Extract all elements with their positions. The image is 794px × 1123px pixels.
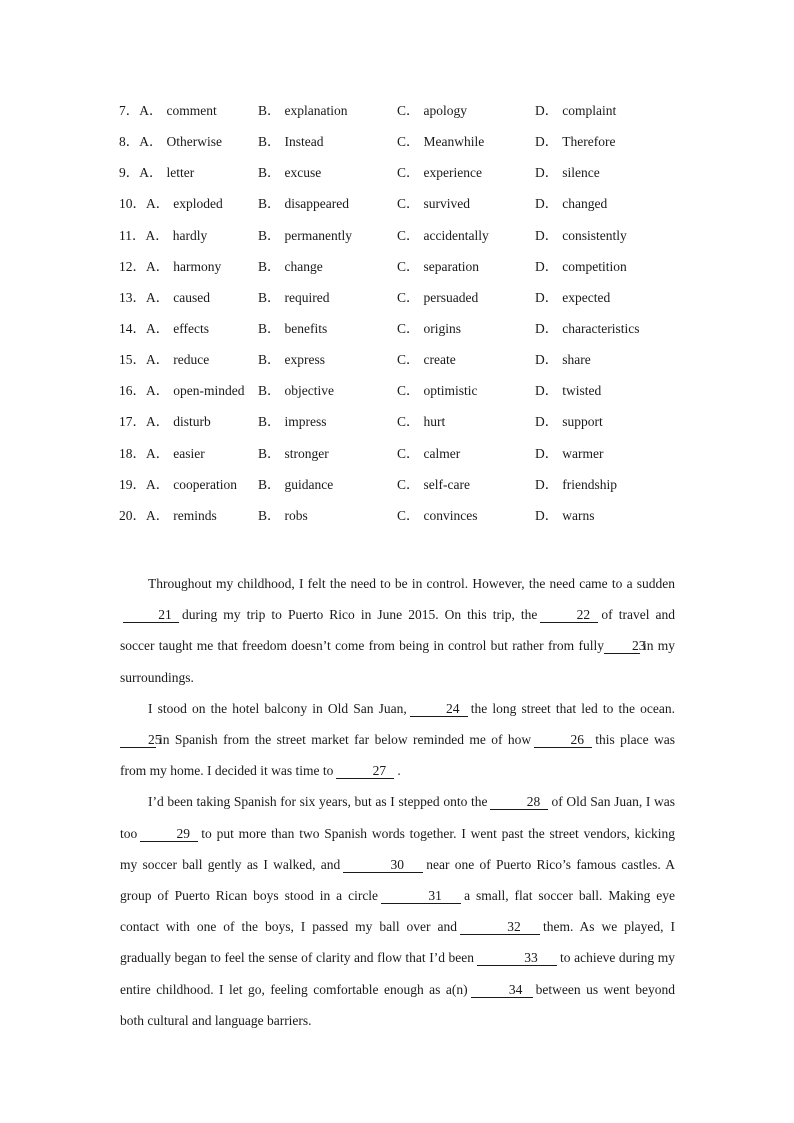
option-word: consistently bbox=[562, 227, 627, 243]
question-row bbox=[119, 101, 679, 132]
option-letter: C． bbox=[397, 103, 420, 118]
question-number: 19． bbox=[119, 476, 146, 492]
option-word: silence bbox=[562, 165, 600, 181]
option-letter: A． bbox=[145, 227, 169, 243]
option-letter: A． bbox=[146, 196, 170, 212]
option-c bbox=[397, 444, 460, 464]
option-b bbox=[258, 412, 327, 432]
passage-text: during my trip to Puerto Rico in June 2015. On this trip, the bbox=[182, 607, 538, 623]
option-word: reduce bbox=[173, 352, 210, 368]
question-number: 13． bbox=[119, 289, 146, 305]
option-c bbox=[397, 506, 478, 526]
option-b bbox=[258, 288, 330, 308]
option-word: complaint bbox=[562, 103, 617, 118]
blank-32: 32 bbox=[460, 919, 540, 935]
option-letter: A． bbox=[146, 289, 170, 305]
option-letter: A． bbox=[146, 445, 170, 461]
option-c bbox=[397, 381, 478, 401]
option-word: hurt bbox=[423, 414, 446, 430]
blank-29: 29 bbox=[140, 826, 198, 842]
option-word: guidance bbox=[284, 476, 334, 492]
option-word: experience bbox=[423, 165, 482, 181]
option-letter: D． bbox=[535, 258, 559, 274]
option-letter: D． bbox=[535, 507, 559, 523]
question-number: 7． bbox=[119, 103, 140, 118]
option-word: hardly bbox=[172, 227, 208, 243]
option-letter: B． bbox=[258, 445, 281, 461]
option-letter: B． bbox=[258, 414, 281, 430]
option-letter: A． bbox=[146, 352, 170, 368]
option-c bbox=[397, 288, 478, 308]
option-letter: D． bbox=[535, 289, 559, 305]
option-letter: A． bbox=[139, 134, 163, 150]
option-letter: C． bbox=[397, 414, 420, 430]
option-word: Instead bbox=[284, 134, 324, 150]
option-d bbox=[535, 506, 595, 526]
question-number: 9． bbox=[119, 165, 140, 181]
option-word: support bbox=[562, 414, 603, 430]
question-number: 18． bbox=[119, 445, 146, 461]
option-d bbox=[535, 381, 601, 401]
option-letter: C． bbox=[397, 258, 420, 274]
option-word: stronger bbox=[284, 445, 329, 461]
question-row bbox=[119, 288, 679, 319]
option-a bbox=[119, 475, 237, 495]
option-a bbox=[119, 319, 209, 339]
option-c bbox=[397, 163, 482, 183]
option-d bbox=[535, 444, 603, 464]
option-word: excuse bbox=[284, 165, 322, 181]
passage-text: to achieve during my entire childhood. I let go, feeling comfortable enough as a(n) bbox=[120, 950, 675, 997]
option-letter: B． bbox=[258, 476, 281, 492]
option-letter: C． bbox=[397, 165, 420, 181]
option-word: accidentally bbox=[423, 227, 489, 243]
option-a bbox=[119, 194, 223, 214]
option-b bbox=[258, 319, 327, 339]
blank-28: 28 bbox=[490, 794, 548, 810]
option-letter: B． bbox=[258, 196, 281, 212]
option-word: harmony bbox=[173, 258, 222, 274]
option-letter: C． bbox=[397, 383, 420, 399]
passage-text: Throughout my childhood, I felt the need to be in control. However, the need came to a sudden bbox=[148, 576, 675, 591]
option-c bbox=[397, 319, 461, 339]
option-letter: D． bbox=[535, 227, 559, 243]
option-word: express bbox=[284, 352, 326, 368]
option-a bbox=[119, 506, 217, 526]
option-word: comment bbox=[166, 103, 217, 118]
passage-text: a small, flat soccer ball. Making eye contact with one of the boys, I passed my ball over and bbox=[120, 888, 676, 935]
option-a bbox=[119, 101, 217, 121]
option-a bbox=[119, 412, 211, 432]
option-letter: B． bbox=[258, 352, 281, 368]
option-word: objective bbox=[284, 383, 334, 399]
question-row bbox=[119, 226, 679, 257]
option-letter: B． bbox=[258, 383, 281, 399]
question-row bbox=[119, 319, 679, 350]
option-b bbox=[258, 350, 325, 370]
question-row bbox=[119, 506, 679, 537]
option-letter: C． bbox=[397, 476, 420, 492]
option-c bbox=[397, 226, 489, 246]
option-a bbox=[119, 381, 244, 401]
option-word: expected bbox=[562, 289, 611, 305]
option-word: letter bbox=[166, 165, 195, 181]
passage-text: I’d been taking Spanish for six years, but as I stepped onto the bbox=[148, 794, 488, 810]
option-word: self-care bbox=[423, 476, 470, 492]
option-letter: A． bbox=[139, 165, 163, 181]
option-word: persuaded bbox=[423, 289, 479, 305]
option-b bbox=[258, 163, 321, 183]
option-letter: C． bbox=[397, 507, 420, 523]
question-row bbox=[119, 257, 679, 288]
question-number: 8． bbox=[119, 134, 140, 150]
option-word: cooperation bbox=[173, 476, 237, 492]
question-row bbox=[119, 163, 679, 194]
option-c bbox=[397, 132, 484, 152]
option-b bbox=[258, 226, 352, 246]
question-row bbox=[119, 381, 679, 412]
option-word: Otherwise bbox=[166, 134, 222, 150]
question-number: 12． bbox=[119, 258, 146, 274]
question-row bbox=[119, 475, 679, 506]
question-row bbox=[119, 412, 679, 443]
option-letter: C． bbox=[397, 445, 420, 461]
option-letter: A． bbox=[139, 103, 163, 118]
option-letter: D． bbox=[535, 165, 559, 181]
option-word: optimistic bbox=[423, 383, 478, 399]
option-word: warmer bbox=[562, 445, 604, 461]
option-a bbox=[119, 132, 222, 152]
option-letter: D． bbox=[535, 352, 559, 368]
question-number: 17． bbox=[119, 414, 146, 430]
passage-text: of travel and soccer taught me that freedom doesn’t come from being in control but rather from fully bbox=[120, 607, 676, 654]
option-word: apology bbox=[423, 103, 468, 118]
option-word: easier bbox=[173, 445, 205, 461]
question-number: 11． bbox=[119, 227, 146, 243]
option-letter: B． bbox=[258, 227, 281, 243]
option-word: origins bbox=[423, 320, 462, 336]
option-d bbox=[535, 163, 600, 183]
option-d bbox=[535, 226, 627, 246]
option-letter: B． bbox=[258, 134, 281, 150]
option-word: disturb bbox=[173, 414, 211, 430]
question-row bbox=[119, 350, 679, 381]
option-letter: A． bbox=[146, 320, 170, 336]
option-letter: C． bbox=[397, 227, 420, 243]
option-letter: D． bbox=[535, 414, 559, 430]
option-c bbox=[397, 257, 479, 277]
option-c bbox=[397, 412, 445, 432]
option-d bbox=[535, 412, 603, 432]
option-word: permanently bbox=[284, 227, 352, 243]
option-word: required bbox=[284, 289, 330, 305]
option-word: disappeared bbox=[284, 196, 349, 212]
option-a bbox=[119, 350, 209, 370]
option-letter: A． bbox=[146, 383, 170, 399]
option-d bbox=[535, 475, 617, 495]
blank-30: 30 bbox=[343, 857, 423, 873]
passage-text: this place was from my home. I decided it was time to bbox=[120, 732, 675, 779]
option-word: effects bbox=[173, 320, 209, 336]
passage-text: I stood on the hotel balcony in Old San Juan, bbox=[148, 700, 407, 716]
passage-text: in Spanish from the street market far below reminded me of how bbox=[159, 732, 532, 748]
option-a bbox=[119, 163, 194, 183]
option-word: open-minded bbox=[173, 383, 245, 399]
option-letter: B． bbox=[258, 103, 281, 118]
option-c bbox=[397, 194, 470, 214]
option-letter: B． bbox=[258, 507, 281, 523]
option-word: exploded bbox=[173, 196, 223, 212]
paragraph-2 bbox=[120, 693, 675, 787]
question-number: 20． bbox=[119, 507, 146, 523]
option-word: separation bbox=[423, 258, 479, 274]
passage-text: them. As we played, I gradually began to feel the sense of clarity and flow that I’d been bbox=[120, 919, 675, 966]
option-letter: A． bbox=[146, 476, 170, 492]
option-word: convinces bbox=[423, 507, 478, 523]
option-d bbox=[535, 288, 610, 308]
question-number: 10． bbox=[119, 196, 146, 212]
option-b bbox=[258, 132, 324, 152]
blank-23: 23 bbox=[604, 638, 640, 654]
option-word: calmer bbox=[423, 445, 461, 461]
option-letter: A． bbox=[146, 414, 170, 430]
paragraph-1 bbox=[120, 568, 675, 693]
option-a bbox=[119, 257, 221, 277]
option-b bbox=[258, 444, 329, 464]
blank-26: 26 bbox=[534, 732, 592, 748]
blank-21: 21 bbox=[123, 607, 179, 623]
passage-text: in my surroundings. bbox=[120, 638, 675, 685]
blank-27: 27 bbox=[336, 763, 394, 779]
passage-text: the long street that led to the ocean. bbox=[470, 700, 676, 716]
passage-text: between us went beyond both cultural and language barriers. bbox=[120, 981, 675, 1028]
option-b bbox=[258, 101, 348, 121]
option-word: warns bbox=[562, 507, 595, 523]
option-b bbox=[258, 475, 333, 495]
option-a bbox=[119, 288, 210, 308]
option-word: survived bbox=[423, 196, 471, 212]
option-word: robs bbox=[284, 507, 308, 523]
question-number: 14． bbox=[119, 320, 146, 336]
blank-31: 31 bbox=[381, 888, 461, 904]
blank-25: 25 bbox=[120, 732, 156, 748]
option-letter: D． bbox=[535, 476, 559, 492]
option-letter: D． bbox=[535, 383, 559, 399]
option-word: Meanwhile bbox=[423, 134, 485, 150]
option-word: explanation bbox=[284, 103, 348, 118]
option-c bbox=[397, 101, 467, 121]
option-word: characteristics bbox=[562, 320, 640, 336]
option-word: friendship bbox=[562, 476, 617, 492]
option-c bbox=[397, 350, 456, 370]
option-letter: D． bbox=[535, 320, 559, 336]
option-letter: C． bbox=[397, 352, 420, 368]
option-letter: D． bbox=[535, 196, 559, 212]
option-word: share bbox=[562, 352, 591, 368]
option-letter: C． bbox=[397, 320, 420, 336]
cloze-passage bbox=[120, 568, 675, 1036]
passage-text: of Old San Juan, I was too bbox=[120, 794, 675, 841]
option-a bbox=[119, 226, 207, 246]
option-a bbox=[119, 444, 205, 464]
option-word: competition bbox=[562, 258, 627, 274]
blank-33: 33 bbox=[477, 950, 557, 966]
question-number: 16． bbox=[119, 383, 146, 399]
option-word: create bbox=[423, 352, 456, 368]
option-letter: D． bbox=[535, 445, 559, 461]
option-letter: C． bbox=[397, 196, 420, 212]
option-letter: D． bbox=[535, 103, 559, 118]
option-letter: B． bbox=[258, 289, 281, 305]
option-d bbox=[535, 257, 627, 277]
blank-24: 24 bbox=[410, 701, 468, 717]
option-letter: B． bbox=[258, 258, 281, 274]
option-d bbox=[535, 194, 607, 214]
option-word: reminds bbox=[173, 507, 217, 523]
option-d bbox=[535, 319, 639, 339]
passage-text: near one of Puerto Rico’s famous castles. A group of Puerto Rican boys stood in a circle bbox=[120, 856, 675, 904]
option-b bbox=[258, 257, 323, 277]
option-word: Therefore bbox=[562, 134, 616, 150]
blank-22: 22 bbox=[540, 607, 598, 623]
option-b bbox=[258, 381, 334, 401]
option-word: benefits bbox=[284, 320, 328, 336]
question-row bbox=[119, 444, 679, 475]
option-b bbox=[258, 506, 308, 526]
option-word: twisted bbox=[562, 383, 602, 399]
option-word: impress bbox=[284, 414, 327, 430]
option-d bbox=[535, 132, 615, 152]
option-letter: B． bbox=[258, 320, 281, 336]
paragraph-3 bbox=[120, 786, 675, 1036]
question-row bbox=[119, 194, 679, 225]
option-letter: A． bbox=[146, 258, 170, 274]
option-b bbox=[258, 194, 349, 214]
option-d bbox=[535, 350, 591, 370]
passage-text: to put more than two Spanish words together. I went past the street vendors, kicking my soccer ball gently as I walked, and bbox=[120, 825, 675, 872]
question-row bbox=[119, 132, 679, 163]
option-letter: C． bbox=[397, 134, 420, 150]
question-number: 15． bbox=[119, 352, 146, 368]
answer-options-table bbox=[119, 101, 679, 537]
option-letter: A． bbox=[146, 507, 170, 523]
option-letter: C． bbox=[397, 289, 420, 305]
option-word: change bbox=[284, 258, 323, 274]
option-letter: B． bbox=[258, 165, 281, 181]
blank-34: 34 bbox=[471, 982, 533, 998]
option-c bbox=[397, 475, 470, 495]
option-d bbox=[535, 101, 616, 121]
option-word: changed bbox=[562, 196, 608, 212]
option-word: caused bbox=[173, 289, 210, 305]
passage-text: . bbox=[397, 763, 401, 779]
option-letter: D． bbox=[535, 134, 559, 150]
